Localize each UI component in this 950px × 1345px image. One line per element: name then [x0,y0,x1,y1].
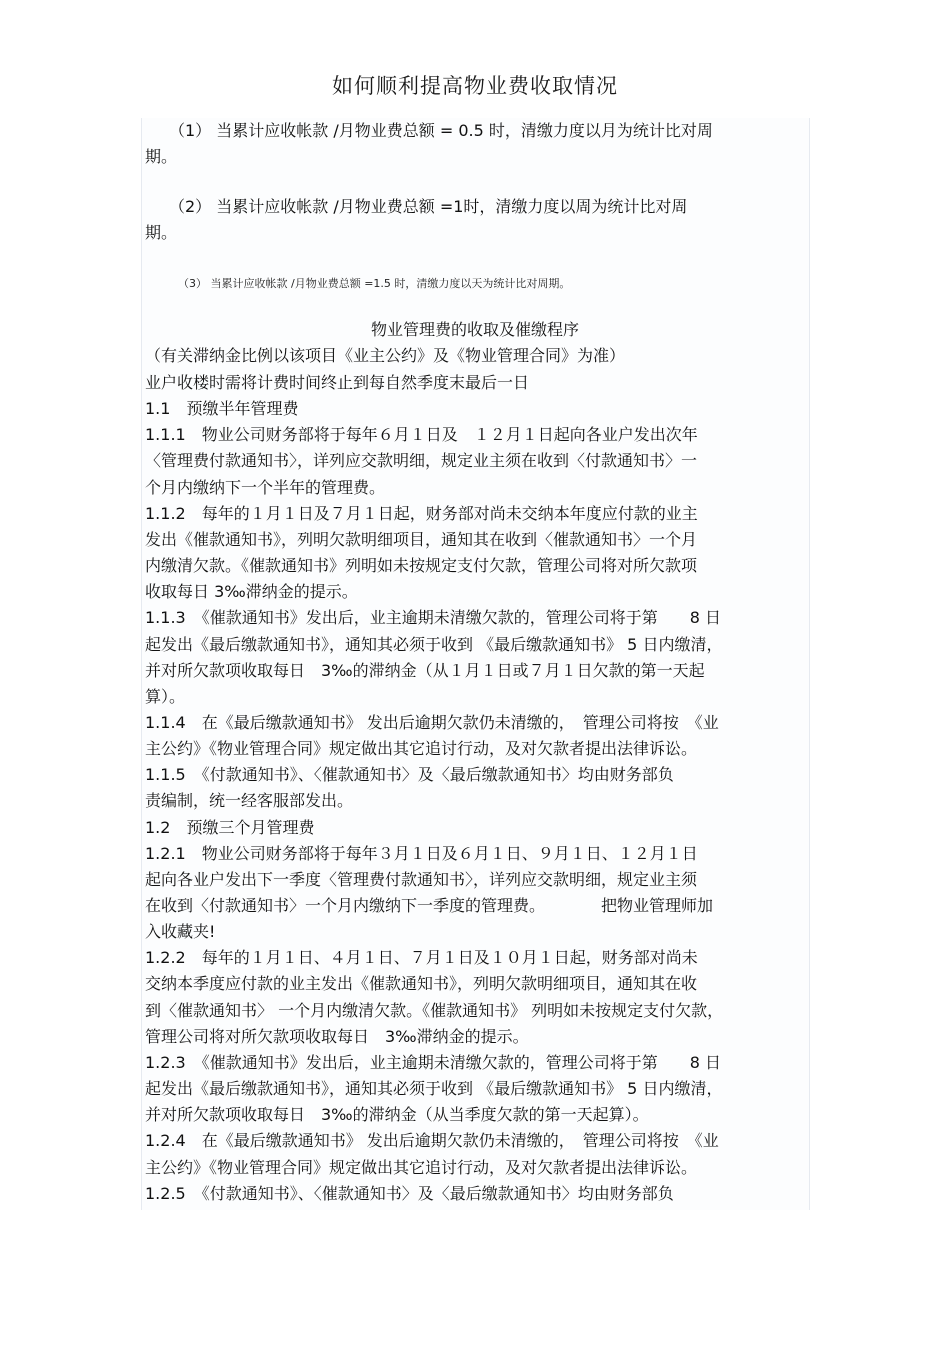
document-title: 如何顺利提高物业费收取情况 [332,74,618,98]
body-line: 入收藏夹! [145,922,216,941]
section-note: （有关滞纳金比例以该项目《业主公约》及《物业管理合同》为准） [145,346,626,365]
body-line: 1.1.2 每年的１月１日及７月１日起，财务部对尚未交纳本年度应付款的业主 [145,504,698,523]
body-line: 起发出《最后缴款通知书》，通知其必须于收到 《最后缴款通知书》 5 日内缴清， [145,635,723,654]
body-line: 起发出《最后缴款通知书》，通知其必须于收到 《最后缴款通知书》 5 日内缴清， [145,1079,723,1098]
body-line: 1.2 预缴三个月管理费 [145,818,315,837]
body-line: 1.2.1 物业公司财务部将于每年３月１日及６月１日、９月１日、１２月１日 [145,844,698,863]
intro-line: （1） 当累计应收帐款 /月物业费总额 = 0.5 时，清缴力度以月为统计比对周 [145,121,713,140]
body-line: 内缴清欠款。《催款通知书》列明如未按规定支付欠款，管理公司将对所欠款项 [145,556,698,575]
body-line: 在收到〈付款通知书〉一个月内缴纳下一季度的管理费。 把物业管理师加 [145,896,714,915]
body-line: 到〈催款通知书〉 一个月内缴清欠款。《催款通知书》 列明如未按规定支付欠款， [145,1001,724,1020]
intro-line: （2） 当累计应收帐款 /月物业费总额 =1时，清缴力度以周为统计比对周 [145,197,688,216]
body-line: 1.1.5 《付款通知书》、〈催款通知书〉及〈最后缴款通知书〉均由财务部负 [145,765,674,784]
body-line: 〈管理费付款通知书〉，详列应交款明细，规定业主须在收到〈付款通知书〉一 [145,451,698,470]
body-line: 主公约》《物业管理合同》规定做出其它追讨行动，及对欠款者提出法律诉讼。 [145,1158,698,1177]
body-line: 管理公司将对所欠款项收取每日 3‰滞纳金的提示。 [145,1027,529,1046]
body-line: 1.2.2 每年的１月１日、４月１日、７月１日及１０月１日起，财务部对尚未 [145,948,698,967]
body-line: 发出《催款通知书》，列明欠款明细项目，通知其在收到〈催款通知书〉一个月 [145,530,698,549]
body-line: 交纳本季度应付款的业主发出《催款通知书》，列明欠款明细项目，通知其在收 [145,974,698,993]
body-line: 1.1 预缴半年管理费 [145,399,299,418]
body-line: 1.2.5 《付款通知书》、〈催款通知书〉及〈最后缴款通知书〉均由财务部负 [145,1184,674,1203]
body-line: 并对所欠款项收取每日 3‰的滞纳金（从１月１日或７月１日欠款的第一天起 [145,661,705,680]
intro-line: 期。 [145,147,178,166]
body-line: 1.2.4 在《最后缴款通知书》 发出后逾期欠款仍未清缴的， 管理公司将按 《业 [145,1131,719,1150]
body-line: 起向各业户发出下一季度〈管理费付款通知书〉，详列应交款明细，规定业主须 [145,870,698,889]
intro-line: 期。 [145,223,178,242]
body-line: 主公约》《物业管理合同》规定做出其它追讨行动，及对欠款者提出法律诉讼。 [145,739,698,758]
intro-line-small: （3） 当累计应收帐款 /月物业费总额 =1.5 时，清缴力度以天为统计比对周期。 [178,277,571,290]
body-line: 责编制，统一经客服部发出。 [145,791,354,810]
body-line: 1.1.3 《催款通知书》发出后，业主逾期未清缴欠款的，管理公司将于第 8 日 [145,608,721,627]
body-line: 1.1.1 物业公司财务部将于每年６月１日及 １２月１日起向各业户发出次年 [145,425,698,444]
body-line: 1.2.3 《催款通知书》发出后，业主逾期未清缴欠款的，管理公司将于第 8 日 [145,1053,721,1072]
body-line: 个月内缴纳下一个半年的管理费。 [145,478,386,497]
body-line: 并对所欠款项收取每日 3‰的滞纳金（从当季度欠款的第一天起算）。 [145,1105,649,1124]
section-title: 物业管理费的收取及催缴程序 [370,320,579,339]
body-line: 业户收楼时需将计费时间终止到每自然季度末最后一日 [145,373,530,392]
body-line: 收取每日 3‰滞纳金的提示。 [145,582,358,601]
body-line: 1.1.4 在《最后缴款通知书》 发出后逾期欠款仍未清缴的， 管理公司将按 《业 [145,713,719,732]
body-line: 算）。 [145,687,186,706]
